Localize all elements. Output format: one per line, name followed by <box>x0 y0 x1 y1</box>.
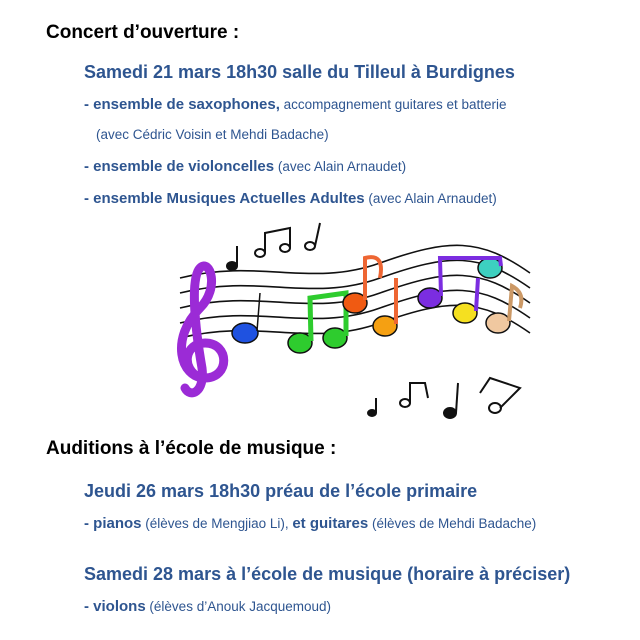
music-notes-illustration <box>160 218 540 434</box>
item-detail: (élèves d’Anouk Jacquemoud) <box>145 599 332 614</box>
list-item-saxophones <box>84 96 507 113</box>
item-detail: accompagnement guitares et batterie <box>279 97 507 112</box>
event-samedi-28: Samedi 28 mars à l’école de musique (horaire à préciser) <box>84 564 571 584</box>
list-item-pianos-guitares <box>84 515 536 532</box>
event-samedi-21: Samedi 21 mars 18h30 salle du Tilleul à Burdignes <box>84 62 515 82</box>
item-title-2: et guitares <box>292 515 369 532</box>
item-title: - pianos <box>84 515 142 532</box>
item-detail-2: (élèves de Mehdi Badache) <box>368 516 537 531</box>
heading-auditions: Auditions à l’école de musique : <box>46 438 337 459</box>
item-title: - ensemble Musiques Actuelles Adultes <box>84 190 365 207</box>
item-detail: (avec Alain Arnaudet) <box>364 191 497 206</box>
item-title: - violons <box>84 598 146 615</box>
item-detail: (avec Alain Arnaudet) <box>274 159 407 174</box>
item-title: - ensemble de violoncelles <box>84 158 275 175</box>
list-item-musiques-actuelles <box>84 190 497 207</box>
event-jeudi-26: Jeudi 26 mars 18h30 préau de l’école primaire <box>84 481 478 501</box>
list-item-violoncelles <box>84 158 406 175</box>
item-note: (avec Cédric Voisin et Mehdi Badache) <box>96 127 329 142</box>
item-title: - ensemble de saxophones, <box>84 96 280 113</box>
item-detail: (élèves de Mengjiao Li), <box>141 516 293 531</box>
heading-concert: Concert d’ouverture : <box>46 22 240 43</box>
list-item-violons <box>84 598 331 615</box>
